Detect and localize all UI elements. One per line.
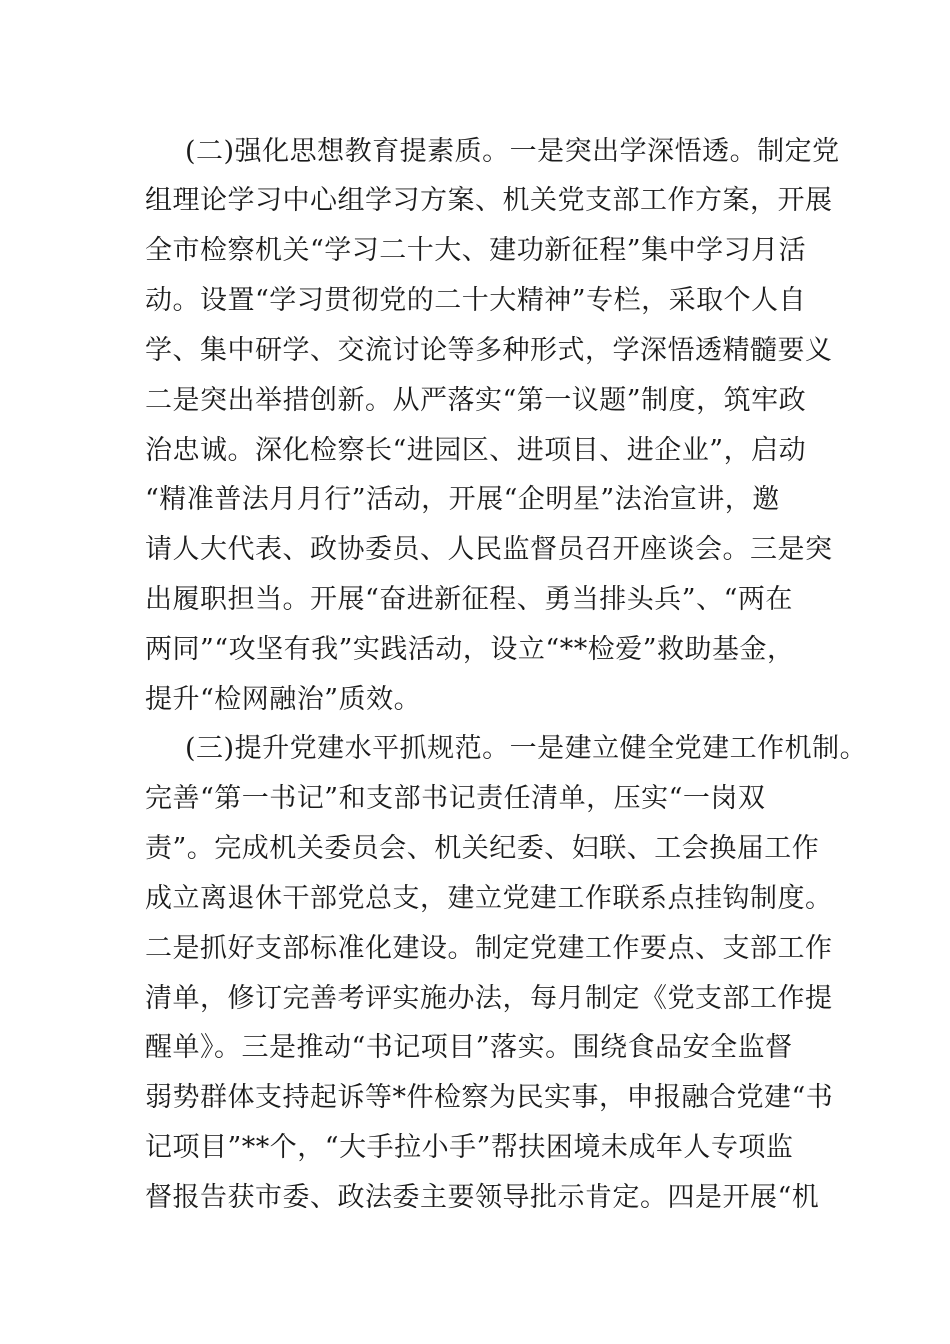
text-line: 清单，修订完善考评实施办法，每月制定《党支部工作提 bbox=[145, 983, 833, 1014]
text-line: 动。设置“学习贯彻党的二十大精神”专栏，采取个人自 bbox=[145, 285, 807, 316]
text-line: 督报告获市委、政法委主要领导批示肯定。四是开展“机 bbox=[145, 1182, 820, 1213]
text-line: 全市检察机关“学习二十大、建功新征程”集中学习月活 bbox=[145, 235, 807, 266]
text-line: 二是抓好支部标准化建设。制定党建工作要点、支部工作 bbox=[145, 933, 833, 964]
text-line: 治忠诚。深化检察长“进园区、进项目、进企业”，启动 bbox=[145, 435, 807, 466]
text-line: 二是突出举措创新。从严落实“第一议题”制度，筑牢政 bbox=[145, 385, 807, 416]
text-line: (三)提升党建水平抓规范。一是建立健全党建工作机制。 bbox=[185, 733, 868, 764]
text-line: 醒单》。三是推动“书记项目”落实。围绕食品安全监督 bbox=[145, 1032, 793, 1063]
text-line: 完善“第一书记”和支部书记责任清单，压实“一岗双 bbox=[145, 783, 766, 814]
text-line: “精准普法月月行”活动，开展“企明星”法治宣讲，邀 bbox=[145, 484, 780, 515]
text-line: 弱势群体支持起诉等*件检察为民实事，申报融合党建“书 bbox=[145, 1082, 834, 1113]
text-line: 成立离退休干部党总支，建立党建工作联系点挂钩制度。 bbox=[145, 883, 833, 914]
text-line: 组理论学习中心组学习方案、机关党支部工作方案，开展 bbox=[145, 185, 833, 216]
text-line: 请人大代表、政协委员、人民监督员召开座谈会。三是突 bbox=[145, 534, 833, 565]
text-line: 责”。完成机关委员会、机关纪委、妇联、工会换届工作 bbox=[145, 833, 820, 864]
text-line: 出履职担当。开展“奋进新征程、勇当排头兵”、“两在 bbox=[145, 584, 793, 615]
text-line: 记项目”**个，“大手拉小手”帮扶困境未成年人专项监 bbox=[145, 1132, 794, 1163]
text-line: 提升“检网融治”质效。 bbox=[145, 684, 422, 715]
text-line: (二)强化思想教育提素质。一是突出学深悟透。制定党 bbox=[185, 136, 840, 167]
text-line: 两同”“攻坚有我”实践活动，设立“**检爱”救助基金， bbox=[145, 634, 795, 665]
text-line: 学、集中研学、交流讨论等多种形式，学深悟透精髓要义 bbox=[145, 335, 833, 366]
